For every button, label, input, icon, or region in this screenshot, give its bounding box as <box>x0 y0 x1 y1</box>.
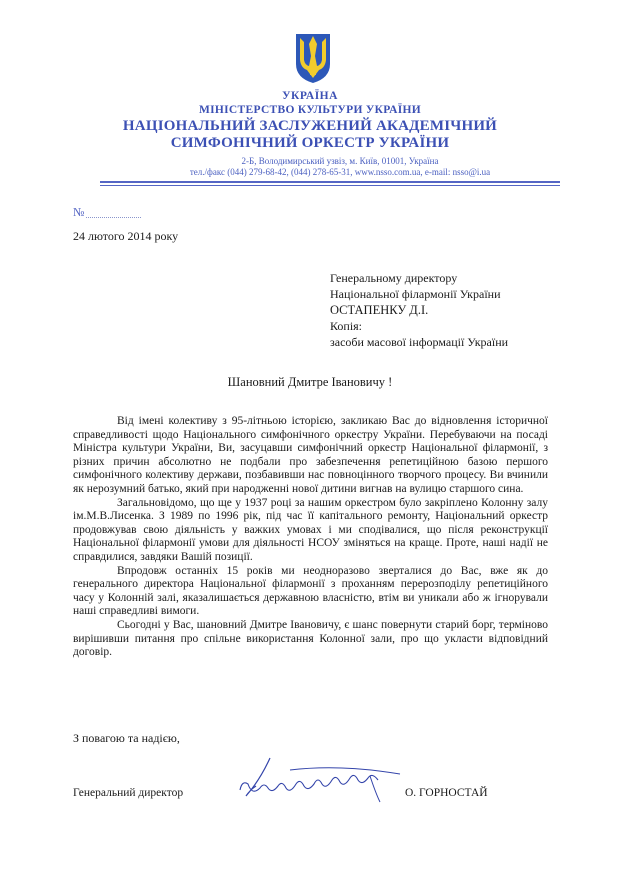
signatory-name: О. ГОРНОСТАЙ <box>405 787 488 799</box>
trident-coat-of-arms-icon <box>293 32 333 84</box>
handwritten-signature-icon <box>230 750 410 820</box>
document-number-label: № <box>73 205 85 219</box>
document-date: 24 лютого 2014 року <box>73 229 179 243</box>
letterhead-country: УКРАЇНА <box>282 90 338 102</box>
addressee-line: Генеральному директору <box>330 271 458 285</box>
letter-body <box>73 415 548 660</box>
letterhead-divider-thin <box>100 185 560 186</box>
greeting: Шановний Дмитре Івановичу ! <box>227 375 393 389</box>
closing-line: З повагою та надією, <box>73 731 180 745</box>
signatory-title: Генеральний директор <box>73 787 184 799</box>
paragraph: Загальновідомо, що ще у 1937 році за нашим оркестром було закріплено Колонну залу ім.М.В.Лисенка. З 1989 по 1996 рік, під час її капітального ремонту, Національний оркестр продовжував свою діяльність у важких умовах і ми сподівалися, що після реконструкції Національної філармонії умови для діяльності НСОУ зміняться на краще. Проте, наші надії не справдилися, завдяки Вашій позиції. <box>73 496 548 563</box>
letterhead-address: 2-Б, Володимирський узвіз, м. Київ, 01001, Україна <box>241 156 439 166</box>
letterhead-org-line1: НАЦІОНАЛЬНИЙ ЗАСЛУЖЕНИЙ АКАДЕМІЧНИЙ <box>122 118 498 134</box>
document-number-blank <box>86 217 141 218</box>
letterhead-org-line2: СИМФОНІЧНИЙ ОРКЕСТР УКРАЇНИ <box>170 135 450 151</box>
paragraph: Від імені колективу з 95-літньою історією, закликаю Вас до відновлення історичної справедливості щодо Національного симфонічного оркестру України. Перебуваючи на посаді Міністра культури України, Ви, засуцавши симфонічний оркестр Національної філармонії, з різних причин абсолютно не подбали про забезпечення репетиційною базою першого симфонічного колективу держави, позбавивши нас повноцінного творчого процесу. Ви вчинили як нерозумний батько, який при народженні нової дитини вигнав на вулицю старшого сина. <box>73 415 548 495</box>
copy-recipient: засоби масової інформації України <box>330 335 509 349</box>
addressee-name: ОСТАПЕНКУ Д.І. <box>330 303 429 317</box>
paragraph: Впродовж останніх 15 років ми неодноразово зверталися до Вас, вже як до генерального директора Національної філармонії з проханням перерозподілу репетиційного часу у Колонній залі, яказалишається державною власністю, втім ви уникали або ж ігнорували наші справедливі вимоги. <box>73 564 548 618</box>
addressee-block <box>330 270 508 350</box>
paragraph: Сьогодні у Вас, шановний Дмитре Івановичу, є шанс повернути старий борг, терміново вирішивши питання про спільне використання Колонної зали, про що укласти відповідний договір. <box>73 618 548 659</box>
addressee-line: Національної філармонії України <box>330 287 501 301</box>
copy-label: Копія: <box>330 319 363 333</box>
letterhead-divider <box>100 181 560 183</box>
letterhead-ministry: МІНІСТЕРСТВО КУЛЬТУРИ УКРАЇНИ <box>198 104 422 116</box>
letterhead-contacts: тел./факс (044) 279-68-42, (044) 278-65-31, www.nsso.com.ua, e-mail: nsso@i.ua <box>189 167 491 177</box>
